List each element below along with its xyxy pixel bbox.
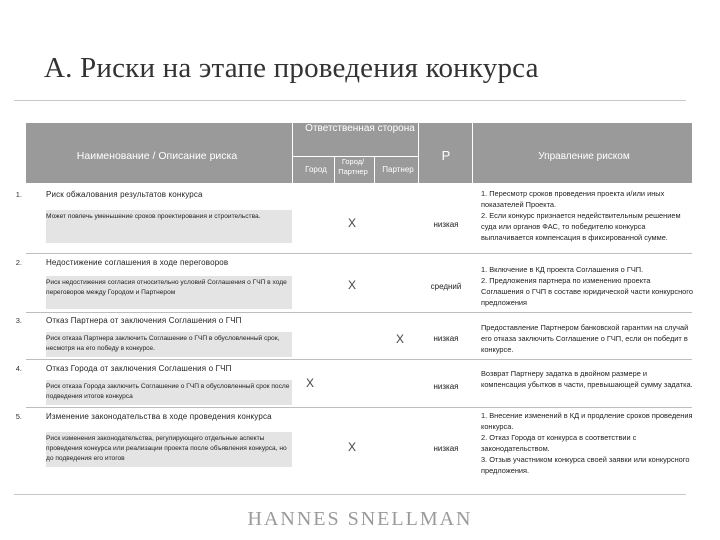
row-divider [26,312,692,313]
header-probability: Р [441,148,451,163]
risk-probability: низкая [433,220,459,229]
risk-management: Предоставление Партнером банковской гарантии на случай его отказа заключить Соглашение о ГЧП, если он победит в конкурсе. [481,323,689,354]
risk-title: Риск обжалования результатов конкурса [46,190,203,199]
row-number: 4. [15,364,22,373]
header-divider [292,123,293,183]
row-number: 3. [15,316,22,325]
header-management: Управление риском [538,151,630,162]
responsibility-mark: X [396,332,405,346]
row-divider [26,359,692,360]
risk-probability: низкая [433,382,459,391]
risk-title: Отказ Партнера от заключения Соглашения о ГЧП [46,316,242,325]
header-responsible: Ответственная сторона [305,123,415,134]
risk-management: 1. Пересмотр сроков проведения проекта и/или иных показателей Проекта. 2. Если конкурс признается недействительным решением суда или органов ФАС, то победителю конкурса выплачивается компенсация в фиксированной сумме. [481,189,681,242]
row-number: 1. [15,190,22,199]
table-header [26,123,692,183]
responsibility-mark: X [348,216,357,230]
risk-description: Риск недостижения согласия относительно условий Соглашения о ГЧП в ходе переговоров между Городом и Партнером [46,276,292,309]
header-city: Город [305,165,327,174]
row-number: 2. [15,258,22,267]
risk-management: 1. Внесение изменений в КД и продление сроков проведения конкурса. 2. Отказ Города от конкурса в соответствии с законодательством. 3. Отзыв участником конкурса своей заявки или конкурсного предложения. [481,411,693,475]
footer-divider [14,494,686,495]
risk-title: Недостижение соглашения в ходе переговоров [46,258,229,267]
risk-probability: низкая [433,334,459,343]
company-logo: HANNES SNELLMAN [247,508,473,530]
responsibility-mark: X [348,440,357,454]
risk-management: 1. Включение в КД проекта Соглашения о ГЧП. 2. Предложения партнера по изменению проекта Соглашения о ГЧП в составе юридической части конкурсного предложения [481,265,693,307]
risk-management: Возврат Партнеру задатка в двойном размере и компенсация убытков в части, превышающей сумму задатка. [481,369,693,389]
risk-probability: низкая [433,444,459,453]
header-divider [472,123,473,183]
header-partner: Партнер [382,165,414,174]
header-name: Наименование / Описание риска [76,150,238,162]
header-city-partner: Город/ Партнер [338,157,368,176]
risk-title: Изменение законодательства в ходе проведения конкурса [46,412,272,421]
row-divider [26,407,692,408]
page-title: А. Риски на этапе проведения конкурса [44,52,539,84]
risk-description: Риск изменения законодательства, регулирующего отдельные аспекты проведения конкурса или реализации проекта после объявления конкурса, но до подведения его итогов [46,432,292,467]
risk-description: Может повлечь уменьшение сроков проектирования и строительства. [46,210,292,243]
risk-probability: средний [430,282,462,291]
responsibility-mark: X [306,376,315,390]
header-divider [418,123,419,183]
risk-description: Риск отказа Партнера заключить Соглашение о ГЧП в обусловленный срок, несмотря на его победу в конкурсе. [46,332,292,357]
risk-description: Риск отказа Города заключить Соглашение о ГЧП в обусловленный срок после подведения итогов конкурса [46,380,292,405]
header-divider [374,156,375,183]
risk-title: Отказ Города от заключения Соглашения о ГЧП [46,364,232,373]
title-divider [14,100,686,101]
row-number: 5. [15,412,22,421]
row-divider [26,253,692,254]
responsibility-mark: X [348,278,357,292]
